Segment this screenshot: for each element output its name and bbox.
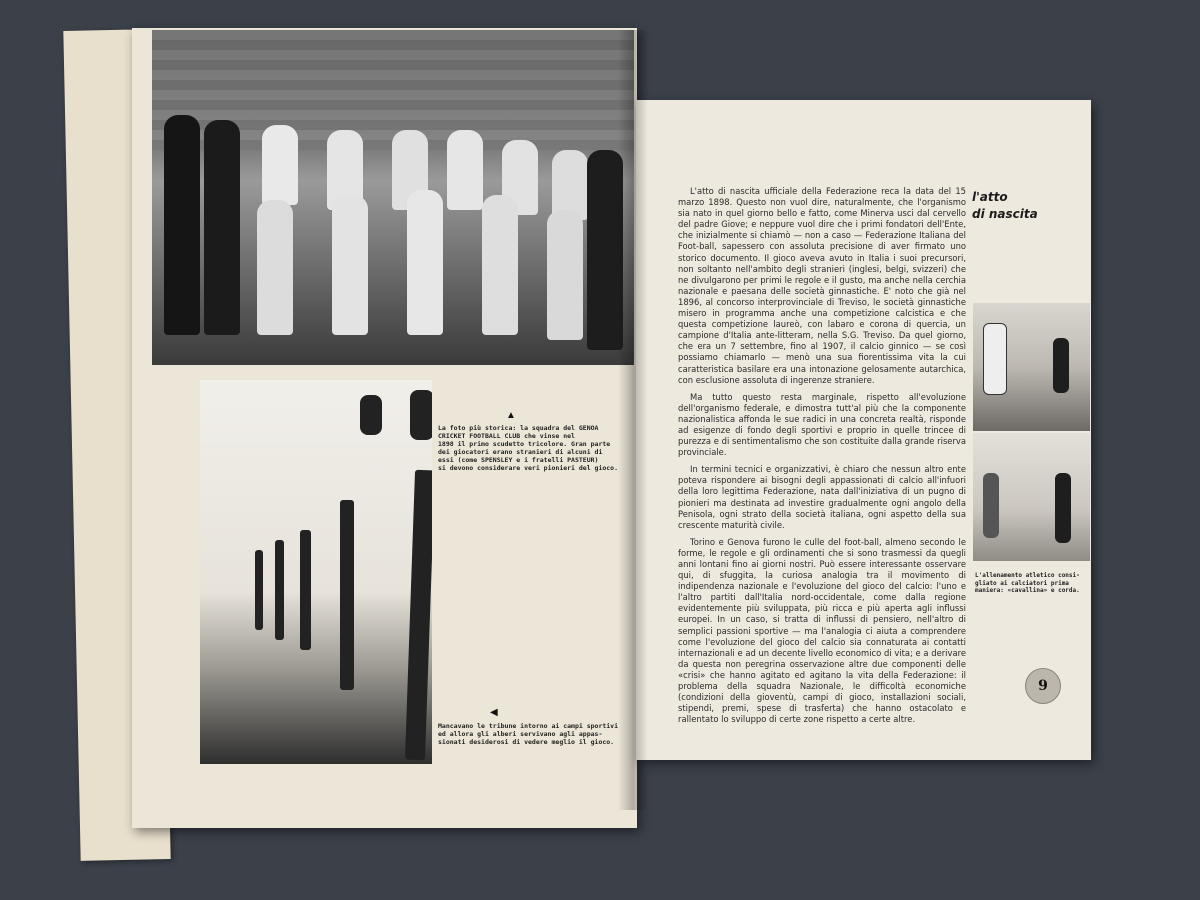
player-figure: [447, 130, 483, 210]
paragraph: Ma tutto questo resta marginale, rispetto all'evoluzione dell'organismo federale, e dimostra tutt'al più che la componente nazionalistica affonda le sue radici in una concreta realtà, risponde ad esigenze di fondo degli sportivi e proprio in quelle trincee di purezza e di sentimentalismo che son costituite dalla grande riserva provinciale.: [678, 391, 966, 458]
tree-trunk: [300, 530, 311, 650]
tree-trunk: [275, 540, 284, 640]
player-figure: [547, 210, 583, 340]
caption-arrow-left-icon: ◀: [490, 707, 498, 718]
player-figure: [164, 115, 200, 335]
training-photo-rope: [973, 433, 1090, 561]
training-photo-leapfrog: [973, 303, 1090, 431]
page-number: 9: [1025, 668, 1061, 704]
athlete-figure: [1053, 338, 1069, 393]
trees-photo: [200, 380, 432, 764]
tree-trunk: [405, 470, 432, 761]
player-figure: [204, 120, 240, 335]
caption-trees-photo: Mancavano le tribune intorno ai campi sportivi ed allora gli alberi servivano agli appas- sionati desiderosi di vedere meglio il gioco.: [438, 722, 619, 746]
player-figure: [262, 125, 298, 205]
caption-team-photo: La foto più storica: la squadra del GENOA CRICKET FOOTBALL CLUB che vinse nel 1898 il primo scudetto tricolore. Gran parte dei giocatori erano stranieri di alcuni di essi (come SPENSLEY e i fratelli PASTEUR) si devono considerare veri pionieri del gioco.: [438, 424, 619, 472]
caption-arrow-up-icon: ▲: [506, 410, 516, 421]
caption-training: L'allenamento atletico consi- gliato ai calciatori prima maniera: «cavallina» e corda.: [975, 572, 1080, 594]
player-figure: [332, 195, 368, 335]
article-body: [678, 186, 966, 731]
player-figure: [407, 190, 443, 335]
athlete-figure: [1055, 473, 1071, 543]
spectator-on-tree: [410, 390, 432, 440]
book-gutter: [618, 30, 648, 810]
athlete-figure: [983, 473, 999, 538]
section-heading: l'atto di nascita: [972, 190, 1038, 221]
paragraph: In termini tecnici e organizzativi, è chiaro che nessun altro ente poteva rispondere ai bisogni degli appassionati di calcio all'infuori della loro legittima Federazione, nata dall'iniziativa di un pugno di pionieri ma destinata ad investire gradualmente ogni angolo della Penisola, ogni strato della società italiana, ogni aspetto della sua crescente maturità civile.: [678, 464, 966, 530]
player-figure: [257, 200, 293, 335]
paragraph: L'atto di nascita ufficiale della Federazione reca la data del 15 marzo 1898. Questo non vuol dire, naturalmente, che l'organismo sia nato in quel giorno bello e fatto, come Minerva usci dal cervello del padre Giove; e neppure vuol dire che i primi fondatori dell'Ente, che inizialmente si chiamò — non a caso — Federazione Italiana del Foot-ball, sapessero con assoluta precisione di aver firmato uno storico documento. Il gioco aveva avuto in Italia i suoi precursori, non soltanto nell'ambito degli stranieri (inglesi, belgi, svizzeri) che ne divulgarono per primi le regole e il gusto, ma anche nella cerchia nazionale e paesana delle società ginnastiche. E' noto che già nel 1896, al concorso interprovinciale di Treviso, le società ginnastiche misero in programma anche una competizione calcistica e che questa competizione laureò, con labaro e corona di quercia, un campione d'Italia ante-litteram, nella S.G. Treviso. Da quel giorno, che era un 7 settembre, fino al 1907, il calcio ginnico — se così possiamo chiamarlo — menò una sua fiorentissima vita la cui caratteristica basilare era una intonazione gelosamente autarchica, con esclusione assoluta di ingerenze straniere.: [678, 186, 966, 385]
paragraph: Torino e Genova furono le culle del foot-ball, almeno secondo le forme, le regole e gli ordinamenti che si sono trasmessi da quegli anni lontani fino ai giorni nostri. Può essere interessante osservare qui, di sfuggita, la curiosa analogia tra il movimento di indipendenza nazionale e l'evoluzione del gioco del calcio: l'uno e l'altro partiti dall'Italia nord-occidentale, come dalla regione evidentemente più sviluppata, più ricca e più aperta agli influssi europei. In un caso, si tratta di influssi di pensiero, nell'altro di semplici passioni sportive — ma l'analogia ci aiuta a comprendere come l'evoluzione del gioco del calcio sia connaturata ai contatti internazionali e ad un decente livello economico di vita; e a derivare da questa non peregrina osservazione altre due componenti delle «crisi» che hanno agitato ed agitano la vita della Federazione: il problema della squadra Nazionale, le difficoltà economiche (condizioni della gioventù, campi di gioco, installazioni sociali, stipendi, premi, spese di trasferta) che hanno ostacolato e rallentato lo sviluppo di certe zone rispetto a certe altre.: [678, 536, 966, 725]
tree-trunk: [340, 500, 354, 690]
tree-trunk: [255, 550, 263, 630]
athlete-figure: [983, 323, 1007, 395]
player-figure: [482, 195, 518, 335]
spectator-on-tree: [360, 395, 382, 435]
team-photo: [152, 30, 634, 365]
